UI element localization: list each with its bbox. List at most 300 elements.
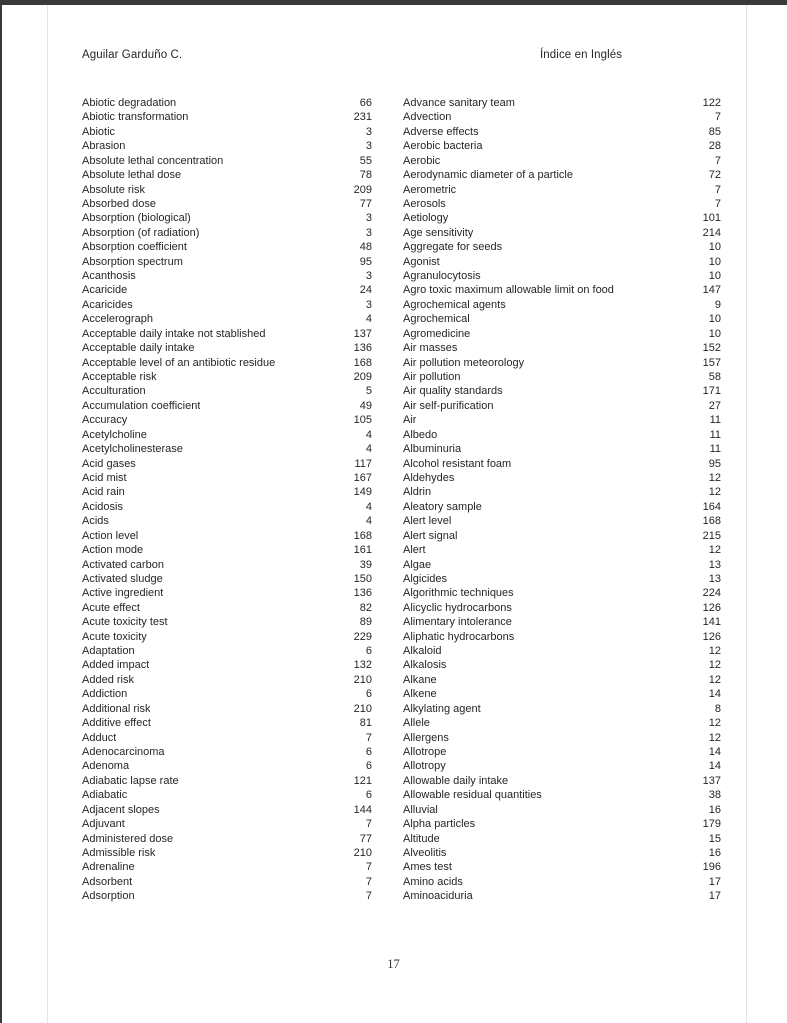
- index-term: Added risk: [82, 673, 134, 686]
- index-entry: [82, 702, 372, 716]
- index-entry: [403, 630, 721, 644]
- index-entry: [82, 384, 372, 398]
- index-page-number: 14: [708, 688, 721, 701]
- index-page-number: 141: [702, 616, 721, 629]
- index-page-number: 171: [702, 385, 721, 398]
- index-term: Aerobic: [403, 154, 441, 167]
- index-term: Aleatory sample: [403, 500, 482, 513]
- index-page-number: 167: [353, 471, 372, 484]
- index-term: Acaricides: [82, 298, 133, 311]
- index-page-number: 11: [709, 428, 721, 441]
- index-entry: [403, 269, 721, 283]
- index-term: Advance sanitary team: [403, 97, 515, 109]
- index-page-number: 126: [702, 630, 721, 643]
- index-entry: [82, 875, 372, 889]
- index-page-number: 126: [702, 601, 721, 614]
- index-entry: [82, 630, 372, 644]
- index-entry: [403, 139, 721, 153]
- index-entry: [403, 673, 721, 687]
- index-entry: [82, 615, 372, 629]
- index-page-number: 82: [359, 601, 372, 614]
- index-term: Agonist: [403, 255, 440, 268]
- index-entry: [82, 745, 372, 759]
- index-page-number: 12: [708, 659, 721, 672]
- index-entry: [403, 457, 721, 471]
- index-entry: [403, 601, 721, 615]
- index-term: Adaptation: [82, 645, 135, 658]
- index-page-number: 13: [708, 572, 721, 585]
- index-term: Alpha particles: [403, 818, 476, 831]
- index-entry: [403, 356, 721, 370]
- index-entry: [82, 485, 372, 499]
- index-term: Aerodynamic diameter of a particle: [403, 169, 573, 182]
- index-entry: [403, 759, 721, 773]
- index-term: Altitude: [403, 832, 440, 845]
- index-page-number: 147: [702, 284, 721, 297]
- index-term: Alveolitis: [403, 846, 447, 859]
- index-term: Acculturation: [82, 385, 146, 398]
- index-entry: [403, 716, 721, 730]
- index-entry: [82, 716, 372, 730]
- index-term: Adrenaline: [82, 861, 135, 874]
- index-term: Allotropy: [403, 760, 446, 773]
- index-entry: [82, 197, 372, 211]
- index-term: Acetylcholine: [82, 428, 147, 441]
- index-entry: [403, 558, 721, 572]
- index-term: Adenocarcinoma: [82, 745, 165, 758]
- index-term: Air quality standards: [403, 385, 503, 398]
- index-page-number: 152: [702, 342, 721, 355]
- index-term: Acids: [82, 515, 109, 528]
- index-term: Active ingredient: [82, 587, 164, 600]
- index-entry: [82, 687, 372, 701]
- index-term: Absorption (biological): [82, 212, 191, 225]
- index-page-number: 81: [359, 717, 372, 730]
- index-term: Adsorption: [82, 890, 135, 903]
- index-entry: [403, 702, 721, 716]
- index-page-number: 3: [365, 212, 372, 225]
- index-page-number: 3: [365, 125, 372, 138]
- index-term: Adiabatic lapse rate: [82, 774, 179, 787]
- index-term: Abiotic degradation: [82, 97, 177, 109]
- index-page-number: 117: [354, 457, 372, 470]
- index-entry: [82, 644, 372, 658]
- index-entry: [403, 817, 721, 831]
- index-entry: [403, 428, 721, 442]
- index-page-number: 77: [359, 197, 372, 210]
- index-entry: [82, 428, 372, 442]
- index-term: Adiabatic: [82, 789, 128, 802]
- index-entry: [403, 731, 721, 745]
- index-page-number: 12: [708, 717, 721, 730]
- index-page-number: 12: [708, 544, 721, 557]
- index-term: Acidosis: [82, 500, 123, 513]
- index-entry: [82, 457, 372, 471]
- index-page-number: 5: [365, 385, 372, 398]
- index-page-number: 137: [353, 327, 372, 340]
- index-term: Agrochemical agents: [403, 298, 506, 311]
- index-page-number: 16: [708, 803, 721, 816]
- index-entry: [82, 889, 372, 903]
- index-term: Acceptable level of an antibiotic residue: [82, 356, 276, 369]
- index-term: Abiotic transformation: [82, 111, 189, 124]
- index-term: Absorption spectrum: [82, 255, 183, 268]
- index-term: Adduct: [82, 731, 117, 744]
- index-entry: [403, 240, 721, 254]
- index-page-number: 39: [359, 558, 372, 571]
- index-entry: [82, 832, 372, 846]
- index-entry: [82, 269, 372, 283]
- index-entry: [403, 644, 721, 658]
- index-entry: [403, 312, 721, 326]
- index-term: Acute toxicity test: [82, 616, 168, 629]
- index-term: Agro toxic maximum allowable limit on food: [403, 284, 614, 297]
- index-entry: [82, 283, 372, 297]
- index-page-number: 7: [714, 183, 721, 196]
- index-page-number: 15: [708, 832, 721, 845]
- index-term: Alkaloid: [403, 645, 442, 658]
- index-page-number: 78: [359, 169, 372, 182]
- index-page-number: 12: [708, 471, 721, 484]
- index-page-number: 229: [353, 630, 372, 643]
- index-entry: [403, 485, 721, 499]
- index-entry: [403, 298, 721, 312]
- index-term: Adjuvant: [82, 818, 125, 831]
- index-page-number: 168: [353, 356, 372, 369]
- index-entry: [82, 673, 372, 687]
- index-page-number: 77: [359, 832, 372, 845]
- index-entry: [403, 327, 721, 341]
- index-entry: [403, 384, 721, 398]
- index-entry: [82, 211, 372, 225]
- index-entry: [82, 471, 372, 485]
- window-left-edge: [0, 0, 2, 1023]
- index-page-number: 6: [365, 645, 372, 658]
- index-page-number: 168: [702, 515, 721, 528]
- index-term: Advection: [403, 111, 452, 124]
- index-page-number: 7: [365, 861, 372, 874]
- index-entry: [403, 774, 721, 788]
- index-entry: [82, 759, 372, 773]
- index-term: Age sensitivity: [403, 226, 474, 239]
- index-page-number: 85: [708, 125, 721, 138]
- index-page-number: 17: [708, 875, 721, 888]
- index-entry: [82, 312, 372, 326]
- index-term: Alert: [403, 544, 426, 557]
- page-right-border: [746, 5, 747, 1023]
- index-entry: [403, 399, 721, 413]
- index-entry: [82, 529, 372, 543]
- index-page-number: 11: [709, 414, 721, 427]
- index-entry: [403, 745, 721, 759]
- index-page-number: 132: [353, 659, 372, 672]
- index-entry: [82, 817, 372, 831]
- index-entry: [82, 860, 372, 874]
- index-page-number: 214: [702, 226, 721, 239]
- index-term: Adjacent slopes: [82, 803, 160, 816]
- index-page-number: 144: [353, 803, 372, 816]
- index-entry: [82, 442, 372, 456]
- index-term: Adverse effects: [403, 125, 479, 138]
- index-term: Adsorbent: [82, 875, 133, 888]
- index-page-number: 6: [365, 760, 372, 773]
- index-term: Abiotic: [82, 125, 116, 138]
- index-term: Acid rain: [82, 486, 125, 499]
- index-term: Alkylating agent: [403, 702, 481, 715]
- index-page-number: 215: [702, 529, 721, 542]
- index-page-number: 209: [353, 183, 372, 196]
- index-page-number: 7: [365, 731, 372, 744]
- index-term: Absorption (of radiation): [82, 226, 200, 239]
- index-page-number: 38: [708, 789, 721, 802]
- index-entry: [82, 341, 372, 355]
- index-term: Added impact: [82, 659, 150, 672]
- index-term: Activated carbon: [82, 558, 164, 571]
- index-page-number: 13: [708, 558, 721, 571]
- index-entry: [403, 615, 721, 629]
- page-left-border: [47, 5, 48, 1023]
- index-entry: [82, 399, 372, 413]
- index-term: Albedo: [403, 428, 438, 441]
- index-term: Accelerograph: [82, 313, 153, 326]
- index-page-number: 72: [708, 169, 721, 182]
- index-entry: [403, 370, 721, 384]
- index-entry: [82, 558, 372, 572]
- index-entry: [403, 283, 721, 297]
- index-term: Agranulocytosis: [403, 270, 481, 283]
- index-entry: [403, 197, 721, 211]
- index-entry: [403, 110, 721, 124]
- index-page-number: 8: [714, 702, 721, 715]
- index-entry: [403, 168, 721, 182]
- index-entry: [403, 788, 721, 802]
- index-page-number: 161: [353, 544, 372, 557]
- index-page-number: 9: [714, 298, 721, 311]
- index-entry: [82, 572, 372, 586]
- index-page-number: 121: [353, 774, 372, 787]
- index-term: Allergens: [403, 731, 449, 744]
- index-term: Accuracy: [82, 414, 128, 427]
- index-term: Admissible risk: [82, 846, 156, 859]
- index-page-number: 4: [365, 515, 372, 528]
- index-page-number: 105: [353, 414, 372, 427]
- index-term: Acetylcholinesterase: [82, 443, 183, 456]
- index-term: Amino acids: [403, 875, 463, 888]
- index-term: Aerosols: [403, 197, 446, 210]
- index-term: Aldehydes: [403, 471, 455, 484]
- index-entry: [403, 687, 721, 701]
- index-term: Algicides: [403, 572, 448, 585]
- index-page-number: 14: [708, 745, 721, 758]
- index-entry: [82, 154, 372, 168]
- index-term: Allele: [403, 717, 430, 730]
- index-page-number: 157: [702, 356, 721, 369]
- index-page-number: 4: [365, 428, 372, 441]
- index-entry: [403, 586, 721, 600]
- index-entry: [403, 803, 721, 817]
- index-entry: [403, 500, 721, 514]
- index-entry: [82, 731, 372, 745]
- index-entry: [403, 183, 721, 197]
- index-term: Action level: [82, 529, 139, 542]
- index-page-number: 210: [353, 846, 372, 859]
- index-entry: [403, 255, 721, 269]
- index-term: Alkane: [403, 673, 437, 686]
- running-header-author: Aguilar Garduño C.: [82, 49, 183, 61]
- index-page-number: 6: [365, 789, 372, 802]
- index-entry: [403, 543, 721, 557]
- index-page-number: 7: [714, 154, 721, 167]
- index-column-left: [82, 96, 372, 904]
- index-page-number: 137: [702, 774, 721, 787]
- index-page-number: 17: [708, 890, 721, 903]
- index-entry: [403, 846, 721, 860]
- index-page-number: 48: [359, 241, 372, 254]
- index-term: Air pollution meteorology: [403, 356, 525, 369]
- index-term: Agromedicine: [403, 327, 471, 340]
- index-page-number: 7: [365, 875, 372, 888]
- index-term: Aerobic bacteria: [403, 140, 483, 153]
- index-entry: [403, 154, 721, 168]
- index-entry: [82, 168, 372, 182]
- index-page-number: 10: [708, 241, 721, 254]
- index-page-number: 231: [353, 111, 372, 124]
- index-page-number: 27: [708, 399, 721, 412]
- index-page-number: 150: [353, 572, 372, 585]
- index-page-number: 10: [708, 313, 721, 326]
- index-term: Albuminuria: [403, 443, 462, 456]
- index-term: Alicyclic hydrocarbons: [403, 601, 512, 614]
- index-term: Adenoma: [82, 760, 130, 773]
- index-entry: [82, 96, 372, 110]
- index-term: Abrasion: [82, 140, 126, 153]
- index-term: Air: [403, 414, 417, 427]
- index-term: Aerometric: [403, 183, 457, 196]
- index-page-number: 16: [708, 846, 721, 859]
- index-term: Alcohol resistant foam: [403, 457, 512, 470]
- index-page-number: 196: [702, 861, 721, 874]
- index-page-number: 136: [353, 587, 372, 600]
- index-page-number: 3: [365, 140, 372, 153]
- index-page-number: 224: [702, 587, 721, 600]
- index-term: Absorption coefficient: [82, 241, 187, 254]
- index-term: Absorbed dose: [82, 197, 156, 210]
- index-page-number: 12: [708, 645, 721, 658]
- index-entry: [82, 370, 372, 384]
- index-page-number: 164: [702, 500, 721, 513]
- index-term: Administered dose: [82, 832, 174, 845]
- index-page-number: 168: [353, 529, 372, 542]
- index-entry: [82, 543, 372, 557]
- index-term: Air pollution: [403, 371, 461, 384]
- index-term: Agrochemical: [403, 313, 470, 326]
- index-page-number: 179: [702, 818, 721, 831]
- index-term: Alkalosis: [403, 659, 447, 672]
- index-entry: [403, 226, 721, 240]
- index-page-number: 122: [702, 97, 721, 109]
- index-page-number: 58: [708, 371, 721, 384]
- index-entry: [82, 413, 372, 427]
- index-entry: [403, 529, 721, 543]
- index-entry: [82, 139, 372, 153]
- index-entry: [82, 255, 372, 269]
- index-entry: [403, 341, 721, 355]
- index-entry: [82, 327, 372, 341]
- index-page-number: 3: [365, 298, 372, 311]
- index-term: Acute effect: [82, 601, 140, 614]
- index-term: Algae: [403, 558, 432, 571]
- index-entry: [403, 413, 721, 427]
- index-term: Addiction: [82, 688, 128, 701]
- index-term: Acid gases: [82, 457, 136, 470]
- index-column-right: [403, 96, 721, 904]
- window-top-edge: [0, 0, 787, 5]
- index-entry: [82, 356, 372, 370]
- index-page-number: 12: [708, 673, 721, 686]
- index-page-number: 210: [353, 673, 372, 686]
- index-term: Allowable daily intake: [403, 774, 509, 787]
- page-number-folio: 17: [387, 957, 400, 971]
- index-term: Aliphatic hydrocarbons: [403, 630, 515, 643]
- index-page-number: 7: [714, 197, 721, 210]
- index-term: Ames test: [403, 861, 452, 874]
- index-term: Acaricide: [82, 284, 128, 297]
- index-entry: [403, 471, 721, 485]
- index-entry: [82, 514, 372, 528]
- index-term: Acanthosis: [82, 270, 136, 283]
- index-entry: [403, 96, 721, 110]
- index-term: Alert signal: [403, 529, 458, 542]
- index-term: Acid mist: [82, 471, 127, 484]
- index-term: Aggregate for seeds: [403, 241, 503, 254]
- index-term: Additive effect: [82, 717, 151, 730]
- index-entry: [82, 226, 372, 240]
- index-page-number: 14: [708, 760, 721, 773]
- index-page-number: 4: [365, 313, 372, 326]
- index-term: Action mode: [82, 544, 144, 557]
- index-entry: [82, 658, 372, 672]
- running-header-section-title: Índice en Inglés: [540, 49, 623, 61]
- index-entry: [82, 601, 372, 615]
- index-term: Allowable residual quantities: [403, 789, 542, 802]
- index-entry: [403, 211, 721, 225]
- index-page-number: 136: [353, 342, 372, 355]
- index-entry: [403, 125, 721, 139]
- index-entry: [82, 774, 372, 788]
- index-page-number: 12: [708, 731, 721, 744]
- index-term: Acute toxicity: [82, 630, 147, 643]
- index-term: Allotrope: [403, 745, 447, 758]
- index-page-number: 3: [365, 226, 372, 239]
- index-entry: [403, 875, 721, 889]
- index-entry: [403, 572, 721, 586]
- index-page-number: 24: [359, 284, 372, 297]
- index-page-number: 11: [709, 443, 721, 456]
- index-entry: [82, 110, 372, 124]
- index-page-number: 12: [708, 486, 721, 499]
- index-page-number: 10: [708, 255, 721, 268]
- index-term: Alert level: [403, 515, 452, 528]
- index-entry: [403, 832, 721, 846]
- index-page-number: 101: [702, 212, 721, 225]
- index-page-number: 55: [359, 154, 372, 167]
- index-page-number: 7: [365, 890, 372, 903]
- index-page-number: 66: [359, 97, 372, 109]
- index-entry: [82, 803, 372, 817]
- index-term: Aldrin: [403, 486, 432, 499]
- index-entry: [403, 889, 721, 903]
- index-page-number: 210: [353, 702, 372, 715]
